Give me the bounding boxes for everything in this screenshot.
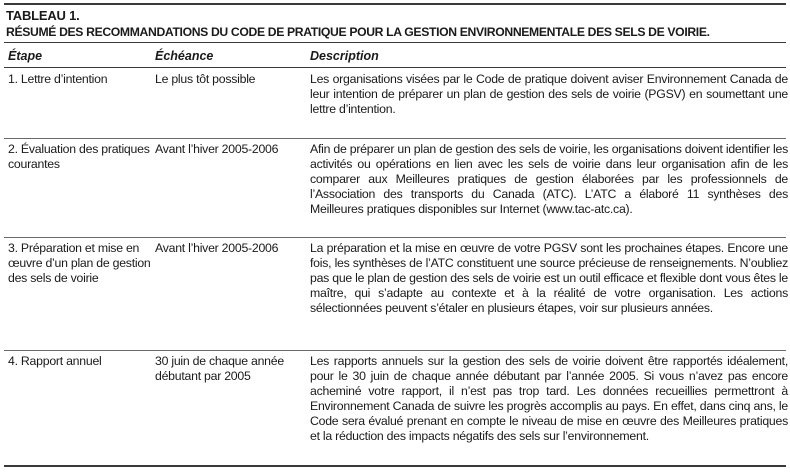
column-header-deadline: Échéance — [155, 49, 214, 63]
description-cell: Les organisations visées par le Code de pratique doivent aviser Environnement Canada de leur intention de préparer un plan de gestion des sels de voirie (PGSV) en soumettant une lettre d’intention. — [310, 72, 788, 116]
description-cell: Les rapports annuels sur la gestion des sels de voirie doivent être rapportés idéalement, pour le 30 juin de chaque année débutant par l’année 2005. Si vous n’avez pas encore acheminé votre rapport, il n’est pas trop tard. Les données recueillies permettront à Environnement Canada de suivre les progrès accomplis au pays. En effet, dans cinq ans, le Code sera évalué prenant en compte le niveau de mise en œuvre des Meilleures pratiques et la réduction des impacts négatifs des sels sur l’environnement. — [310, 354, 788, 443]
table-row-4 — [4, 351, 786, 465]
description-cell: La préparation et la mise en œuvre de votre PGSV sont les prochaines étapes. Encore une fois, les synthèses de l’ATC constituent une source précieuse de renseignements. N’oubliez pas que le plan de gestion des sels de voirie est un outil efficace et flexible dont vous êtes le maître, qui s’adapte au contexte et à la réalité de votre organisation. Les actions sélectionnées peuvent s’étaler en plusieurs étapes, voir sur plusieurs années. — [310, 241, 788, 315]
column-header-step: Étape — [8, 49, 43, 63]
deadline-cell: Avant l’hiver 2005-2006 — [155, 142, 279, 156]
table-row-1 — [4, 69, 786, 139]
deadline-cell: Le plus tôt possible — [155, 72, 256, 86]
step-cell: 4. Rapport annuel — [8, 354, 102, 368]
description-cell: Afin de préparer un plan de gestion des sels de voirie, les organisations doivent identifier les activités ou opérations en lien avec les sels de voirie dans leur organisation afin de les comparer aux Meilleures pratiques de gestion élaborées par les professionnels de l’Association des transports du Canada (ATC). L’ATC a élaboré 11 synthèses des Meilleures pratiques disponibles sur Internet (www.tac-atc.ca). — [310, 142, 788, 216]
table-subtitle: RÉSUMÉ DES RECOMMANDATIONS DU CODE DE PRATIQUE POUR LA GESTION ENVIRONNEMENTALE DES SELS DE VOIRIE. — [6, 25, 710, 39]
step-cell: 2. Évaluation des pratiques courantes — [8, 142, 150, 171]
top-rule — [4, 3, 786, 5]
title-rule — [4, 42, 786, 43]
step-cell: 3. Préparation et mise en œuvre d’un plan de gestion des sels de voirie — [8, 241, 151, 285]
column-header-description: Description — [310, 49, 379, 63]
table-row-3 — [4, 238, 786, 351]
table-row-2 — [4, 139, 786, 238]
deadline-cell: Avant l’hiver 2005-2006 — [155, 241, 279, 255]
bottom-rule — [4, 465, 786, 467]
step-cell: 1. Lettre d’intention — [8, 72, 108, 86]
table-title: TABLEAU 1. — [6, 8, 80, 23]
deadline-cell: 30 juin de chaque année débutant par 2005 — [155, 354, 284, 383]
header-rule — [4, 67, 786, 68]
